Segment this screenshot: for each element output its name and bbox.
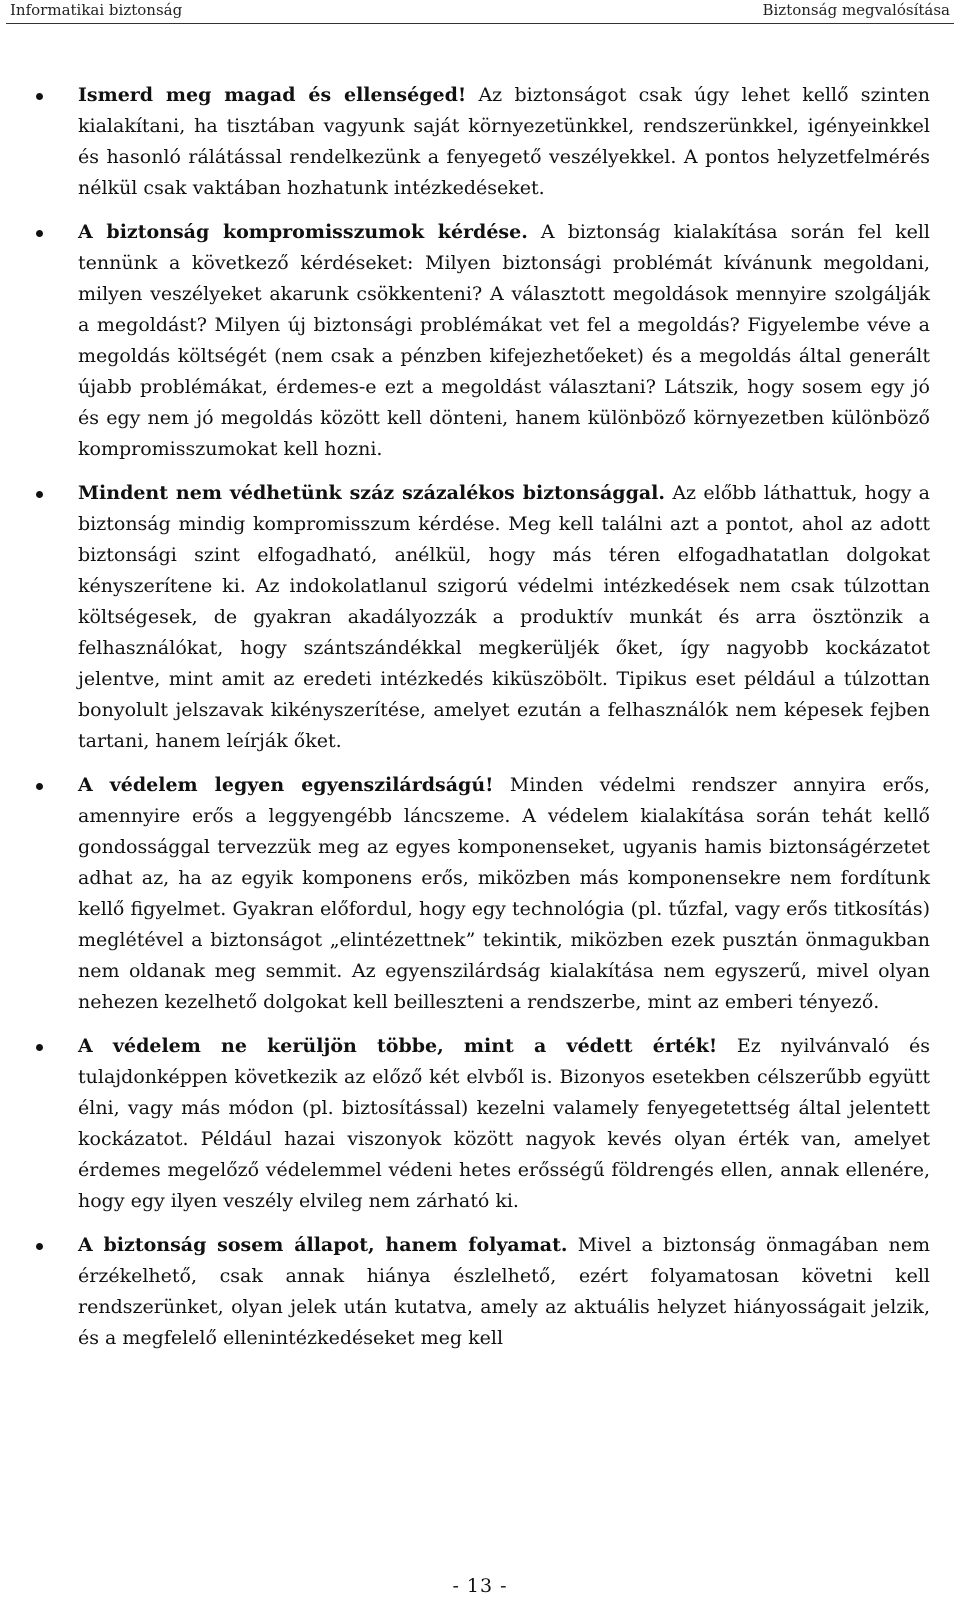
- header-right-title: Biztonság megvalósítása: [762, 1, 950, 19]
- bullet-icon: [36, 93, 43, 100]
- item-lead: A védelem ne kerüljön többe, mint a védett érték!: [78, 1035, 718, 1057]
- item-lead: Mindent nem védhetünk száz százalékos biztonsággal.: [78, 482, 666, 504]
- header-left-title: Informatikai biztonság: [10, 1, 183, 19]
- list-item: [78, 217, 930, 465]
- item-text: Ez nyilvánvaló és tulajdonképpen következik az előző két elvből is. Bizonyos esetekben célszerűbb együtt élni, vagy más módon (pl. biztosítással) kezelni valamely fenyegetettség által jelentett kockázatot. Például hazai viszonyok között nagyok kevés olyan érték van, amelyet érdemes megelőző védelemmel védeni hetes erősségű földrengés ellen, annak ellenére, hogy egy ilyen veszély elvileg nem zárható ki.: [78, 1035, 930, 1212]
- item-lead: A biztonság kompromisszumok kérdése.: [78, 221, 528, 243]
- body-content: [0, 80, 960, 1354]
- list-item: [78, 80, 930, 204]
- bullet-icon: [36, 783, 43, 790]
- page-number: - 13 -: [452, 1575, 508, 1597]
- item-text: Az előbb láthattuk, hogy a biztonság mindig kompromisszum kérdése. Meg kell találni azt a pontot, ahol az adott biztonsági szint elfogadható, anélkül, hogy más téren elfogadhatatlan dolgokat kényszerítene ki. Az indokolatlanul szigorú védelmi intézkedések nem csak túlzottan költségesek, de gyakran akadályozzák a produktív munkát és arra ösztönzik a felhasználókat, hogy szántszándékkal megkerüljék őket, így nagyobb kockázatot jelentve, mint amit az eredeti intézkedés kiküszöbölt. Tipikus eset például a túlzottan bonyolult jelszavak kikényszerítése, amelyet ezután a felhasználók nem képesek fejben tartani, hanem leírják őket.: [78, 482, 930, 752]
- list-item: [78, 770, 930, 1018]
- item-lead: A biztonság sosem állapot, hanem folyamat.: [78, 1234, 568, 1256]
- item-text: A biztonság kialakítása során fel kell tennünk a következő kérdéseket: Milyen biztonsági problémát kívánunk megoldani, milyen veszélyeket akarunk csökkenteni? A választott megoldások mennyire szolgálják a megoldást? Milyen új biztonsági problémákat vet fel a megoldás? Figyelembe véve a megoldás költségét (nem csak a pénzben kifejezhetőeket) és a megoldás által generált újabb problémákat, érdemes-e ezt a megoldást választani? Látszik, hogy sosem egy jó és egy nem jó megoldás között kell dönteni, hanem különböző környezetben különböző kompromisszumokat kell hozni.: [78, 221, 930, 460]
- item-text: Minden védelmi rendszer annyira erős, amennyire erős a leggyengébb láncszeme. A védelem kialakítása során tehát kellő gondossággal tervezzük meg az egyes komponenseket, ugyanis hamis biztonságérzetet adhat az, ha az egyik komponens erős, miközben más komponensekre nem fordítunk kellő figyelmet. Gyakran előfordul, hogy egy technológia (pl. tűzfal, vagy erős titkosítás) meglétével a biztonságot „elintézettnek” tekintik, miközben ezek pusztán önmagukban nem oldanak meg semmit. Az egyenszilárdság kialakítása nem egyszerű, mivel olyan nehezen kezelhető dolgokat kell beilleszteni a rendszerbe, mint az emberi tényező.: [78, 774, 930, 1013]
- bullet-icon: [36, 230, 43, 237]
- principles-list: [0, 80, 960, 1354]
- bullet-icon: [36, 1044, 43, 1051]
- item-lead: Ismerd meg magad és ellenséged!: [78, 84, 467, 106]
- bullet-icon: [36, 491, 43, 498]
- bullet-icon: [36, 1243, 43, 1250]
- item-lead: A védelem legyen egyenszilárdságú!: [78, 774, 494, 796]
- list-item: [78, 1230, 930, 1354]
- running-header: [0, 0, 960, 22]
- list-item: [78, 478, 930, 757]
- item-text: Mivel a biztonság önmagában nem érzékelhető, csak annak hiánya észlelhető, ezért folyamatosan követni kell rendszerünket, olyan jelek után kutatva, amely az aktuális helyzet hiányosságait jelzik, és a megfelelő ellenintézkedéseket meg kell: [78, 1234, 930, 1349]
- list-item: [78, 1031, 930, 1217]
- item-text: Az biztonságot csak úgy lehet kellő szinten kialakítani, ha tisztában vagyunk saját környezetünkkel, rendszerünkkel, igényeinkkel és hasonló rálátással rendelkezünk a fenyegető veszélyekkel. A pontos helyzetfelmérés nélkül csak vaktában hozhatunk intézkedéseket.: [78, 84, 930, 199]
- header-rule: [6, 23, 954, 24]
